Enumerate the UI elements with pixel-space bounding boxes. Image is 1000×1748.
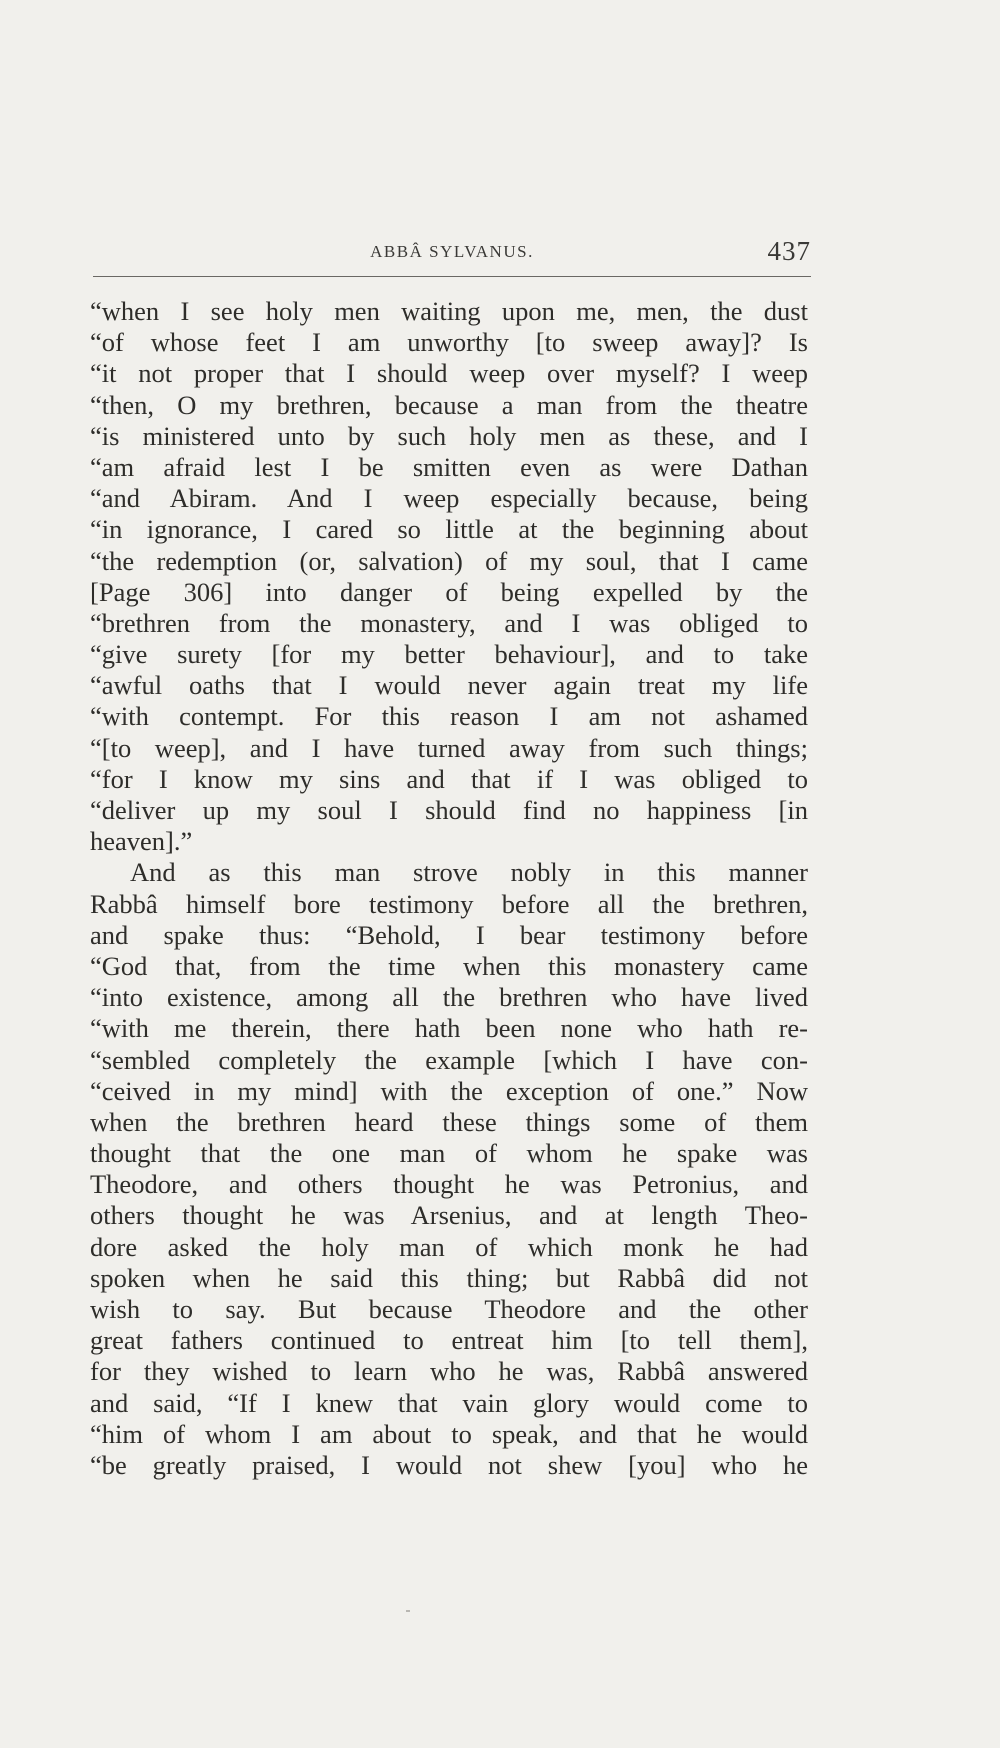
text-line: great fathers continued to entreat him [to tell them],: [90, 1325, 808, 1356]
text-line: “and Abiram. And I weep especially because, being: [90, 483, 808, 514]
text-line: and said, “If I knew that vain glory would come to: [90, 1387, 808, 1418]
text-line: heaven].”: [90, 826, 193, 857]
text-line: “into existence, among all the brethren who have lived: [90, 982, 808, 1013]
text-line: “give surety [for my better behaviour], and to take: [90, 639, 808, 670]
text-line: “sembled completely the example [which I have con-: [90, 1044, 808, 1075]
text-line: “be greatly praised, I would not shew [you] who he: [90, 1449, 808, 1480]
body-text: [90, 296, 808, 1481]
page-blemish: [406, 1610, 410, 1612]
text-line: “it not proper that I should weep over myself? I weep: [90, 358, 808, 389]
text-line: and spake thus: “Behold, I bear testimony before: [90, 919, 808, 950]
text-line: “God that, from the time when this monastery came: [90, 950, 808, 981]
text-line: “for I know my sins and that if I was obliged to: [90, 763, 808, 794]
text-line: [Page 306] into danger of being expelled by the: [90, 576, 808, 607]
text-line: “with contempt. For this reason I am not ashamed: [90, 701, 808, 732]
text-line: “brethren from the monastery, and I was obliged to: [90, 607, 808, 638]
text-line: “deliver up my soul I should find no happiness [in: [90, 795, 808, 825]
text-line: “am afraid lest I be smitten even as were Dathan: [90, 451, 808, 482]
page-number: 437: [767, 236, 811, 266]
text-line: thought that the one man of whom he spake was: [90, 1138, 808, 1169]
text-line: wish to say. But because Theodore and the other: [90, 1294, 808, 1324]
text-line: “is ministered unto by such holy men as these, and I: [90, 420, 808, 451]
text-line: when the brethren heard these things some of them: [90, 1106, 808, 1137]
text-line: “in ignorance, I cared so little at the beginning about: [90, 514, 808, 545]
text-line: others thought he was Arsenius, and at length Theo-: [90, 1200, 808, 1231]
text-line: “awful oaths that I would never again treat my life: [90, 670, 808, 701]
text-line: “[to weep], and I have turned away from such things;: [90, 732, 808, 763]
paragraph-start-line: And as this man strove nobly in this manner: [130, 857, 808, 888]
text-line: “when I see holy men waiting upon me, men, the dust: [90, 296, 808, 326]
running-title: ABBÂ SYLVANUS.: [370, 242, 534, 261]
text-line: Theodore, and others thought he was Petronius, and: [90, 1169, 808, 1200]
running-head: [93, 236, 811, 277]
text-line: dore asked the holy man of which monk he had: [90, 1231, 808, 1262]
text-line: “him of whom I am about to speak, and that he would: [90, 1418, 808, 1449]
text-line: “ceived in my mind] with the exception of one.” Now: [90, 1075, 808, 1106]
text-line: Rabbâ himself bore testimony before all the brethren,: [90, 888, 808, 919]
text-line: “of whose feet I am unworthy [to sweep away]? Is: [90, 327, 808, 358]
text-line: “the redemption (or, salvation) of my soul, that I came: [90, 545, 808, 576]
text-line: spoken when he said this thing; but Rabbâ did not: [90, 1262, 808, 1293]
text-line: for they wished to learn who he was, Rabbâ answered: [90, 1356, 808, 1387]
text-line: “then, O my brethren, because a man from the theatre: [90, 389, 808, 420]
text-line: “with me therein, there hath been none who hath re-: [90, 1013, 808, 1044]
